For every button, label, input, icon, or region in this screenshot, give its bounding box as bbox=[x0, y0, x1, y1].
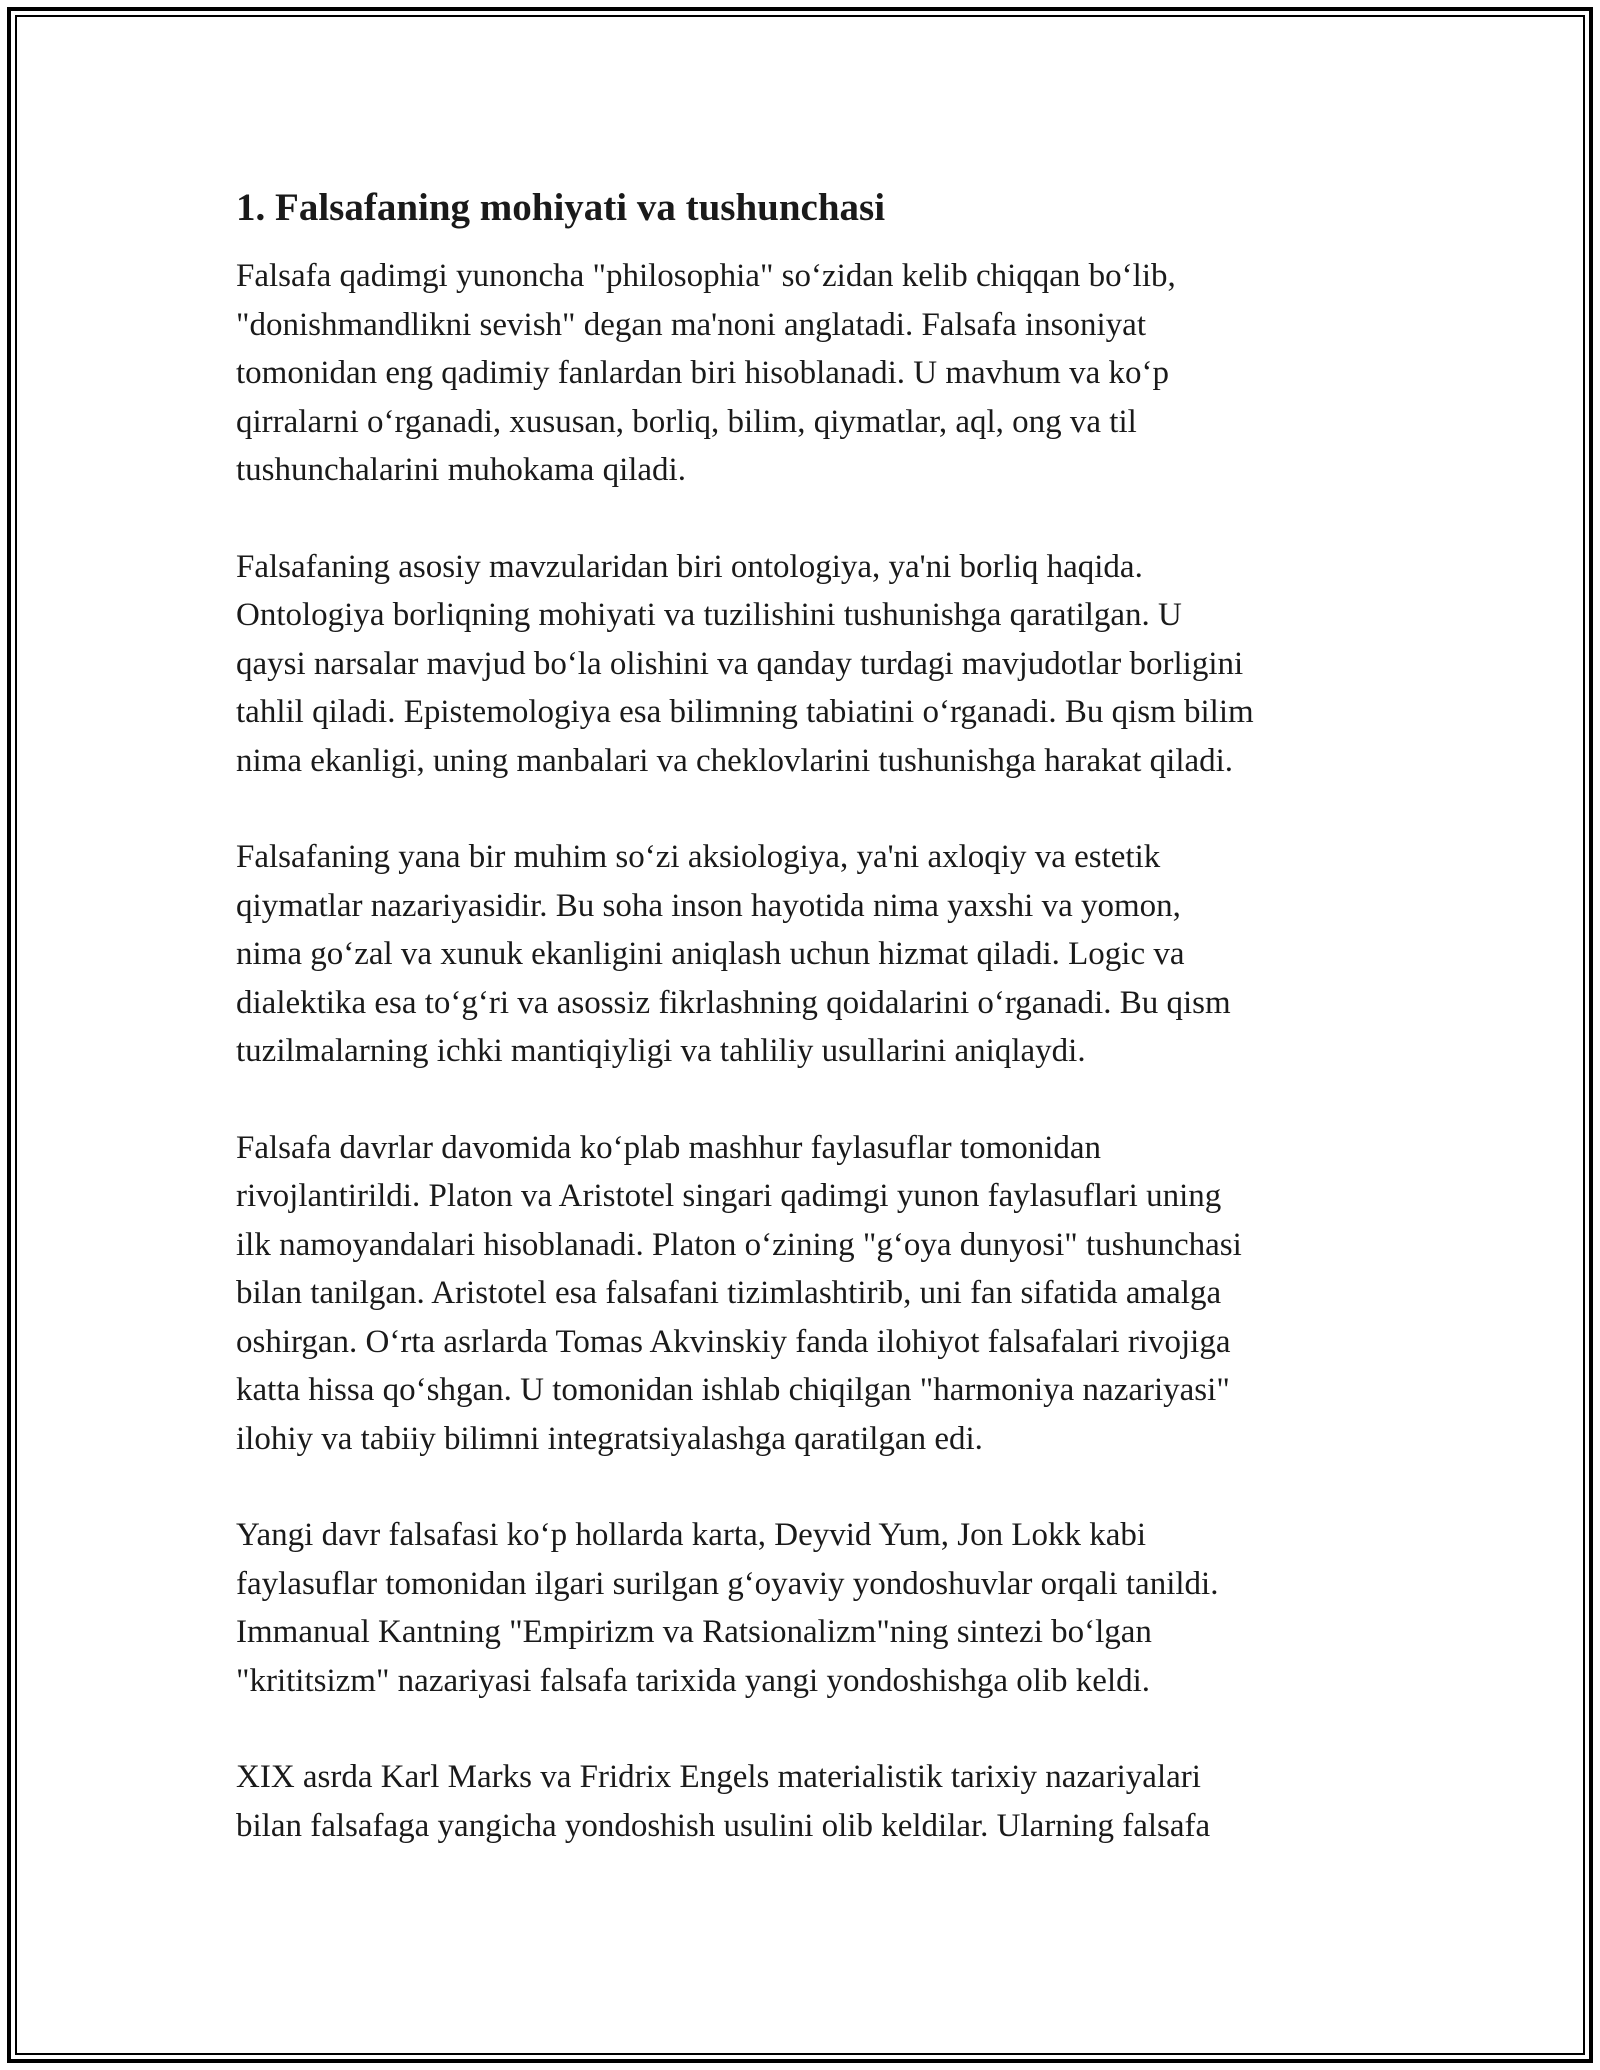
section-heading: 1. Falsafaning mohiyati va tushunchasi bbox=[236, 186, 886, 229]
paragraph-ontologiya: Falsafaning asosiy mavzularidan biri ontologiya, ya'ni borliq haqida. Ontologiya borliqning mohiyati va tuzilishini tushunishga qaratilgan. U qaysi narsalar mavjud bo‘la olishini va qanday turdagi mavjudotlar borligini tahlil qiladi. Epistemologiya esa bilimning tabiatini o‘rganadi. Bu qism bilim nima ekanligi, uning manbalari va cheklovlarini tushunishga harakat qiladi. bbox=[236, 548, 1254, 779]
paragraph-falsafa-definition: Falsafa qadimgi yunoncha "philosophia" so‘zidan kelib chiqqan bo‘lib, "donishmandlikni sevish" degan ma'noni anglatadi. Falsafa insoniyat tomonidan eng qadimiy fanlardan biri hisoblanadi. U mavhum va ko‘p qirralarni o‘rganadi, xususan, borliq, bilim, qiymatlar, aql, ong va til tushunchalarini muhokama qiladi. bbox=[236, 258, 1176, 488]
paragraph-aksiologiya: Falsafaning yana bir muhim so‘zi aksiologiya, ya'ni axloqiy va estetik qiymatlar nazariyasidir. Bu soha inson hayotida nima yaxshi va yomon, nima go‘zal va xunuk ekanligini aniqlash uchun hizmat qiladi. Logic va dialektika esa to‘g‘ri va asossiz fikrlashning qoidalarini o‘rganadi. Bu qism tuzilmalarning ichki mantiqiyligi va tahliliy usullarini aniqlaydi. bbox=[236, 839, 1231, 1069]
paragraph-yangi-davr: Yangi davr falsafasi ko‘p hollarda karta, Deyvid Yum, Jon Lokk kabi faylasuflar tomonidan ilgari surilgan g‘oyaviy yondoshuvlar orqali tanildi. Immanual Kantning "Empirizm va Ratsionalizm"ning sintezi bo‘lgan "krititsizm" nazariyasi falsafa tarixida yangi yondoshishga olib keldi. bbox=[236, 1517, 1219, 1699]
document-body bbox=[236, 184, 1376, 1898]
paragraph-faylasuflar: Falsafa davrlar davomida ko‘plab mashhur faylasuflar tomonidan rivojlantirildi. Platon va Aristotel singari qadimgi yunon faylasuflari uning ilk namoyandalari hisoblanadi. Platon o‘zining "g‘oya dunyosi" tushunchasi bilan tanilgan. Aristotel esa falsafani tizimlashtirib, uni fan sifatida amalga oshirgan. O‘rta asrlarda Tomas Akvinskiy fanda ilohiyot falsafalari rivojiga katta hissa qo‘shgan. U tomonidan ishlab chiqilgan "harmoniya nazariyasi" ilohiy va tabiiy bilimni integratsiyalashga qaratilgan edi. bbox=[236, 1129, 1242, 1457]
paragraph-xix-asr: XIX asrda Karl Marks va Fridrix Engels materialistik tarixiy nazariyalari bilan falsafaga yangicha yondoshish usulini olib keldilar. Ularning falsafa bbox=[236, 1759, 1211, 1844]
